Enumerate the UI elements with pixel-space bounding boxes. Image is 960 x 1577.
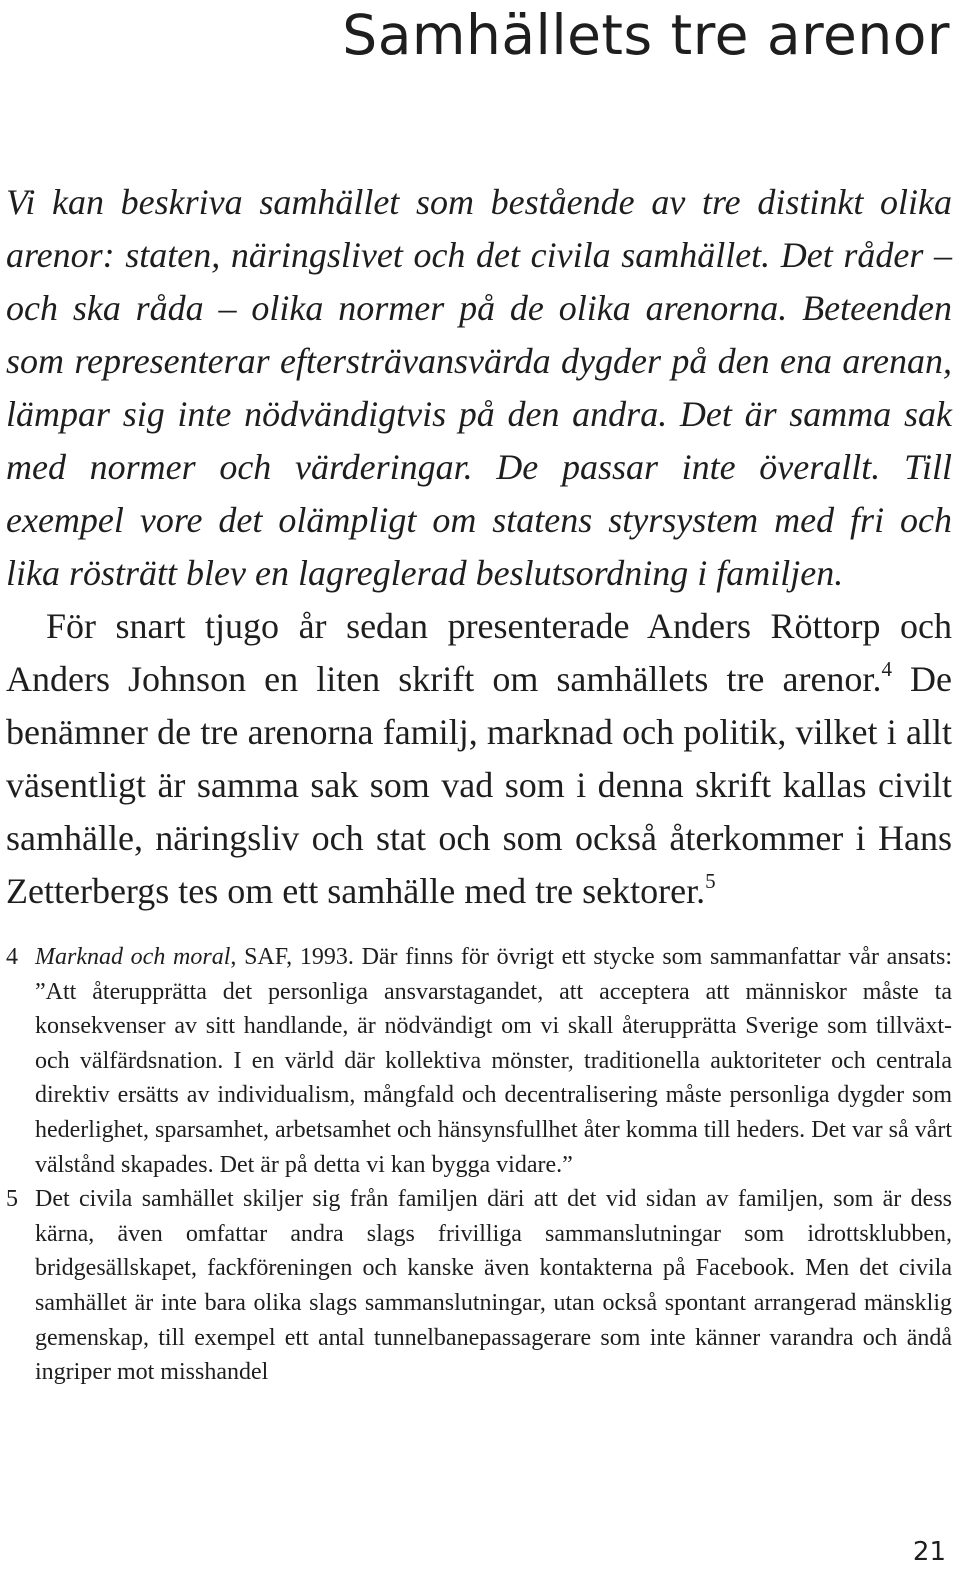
body-text-part-1: För snart tjugo år sedan presenterade Anders Röttorp och Anders Johnson en liten skrift om samhällets tre arenor. xyxy=(6,606,952,699)
body-text-part-2: De benämner de tre arenorna familj, marknad och politik, vilket i allt väsentligt är samma sak som vad som i denna skrift kallas civilt samhälle, näringsliv och stat och som också återkommer i Hans Zetterbergs tes om ett samhälle med tre sektorer. xyxy=(6,659,953,911)
footnote-reference-5: 5 xyxy=(705,869,716,893)
footnote-4 xyxy=(6,940,952,1182)
footnote-text: Det civila samhället skiljer sig från familjen däri att det vid sidan av familjen, som är dess kärna, även omfattar andra slags frivilliga sammanslutningar som idrottsklubben, bridgesällskapet, fackföreningen och kanske även kontakterna på Facebook. Men det civila samhället är inte bara olika slags sammanslutningar, utan också spontant arrangerad mänsklig gemenskap, till exempel ett antal tunnelbanepassagerare som inte känner varandra och ändå ingriper mot misshandel xyxy=(35,1186,952,1386)
page-number: 21 xyxy=(912,1537,946,1567)
footnote-number: 5 xyxy=(6,1186,18,1213)
chapter-title: Samhällets tre arenor xyxy=(342,3,950,67)
footnote-cited-title: Marknad och moral xyxy=(35,944,231,970)
footnotes xyxy=(6,940,952,1390)
footnote-5 xyxy=(6,1182,952,1390)
body-paragraph xyxy=(6,600,952,918)
intro-paragraph: Vi kan beskriva samhället som bestående av tre distinkt olika arenor: staten, näringslivet och det civila samhället. Det råder – och ska råda – olika normer på de olika arenorna. Beteenden som representerar eftersträvansvärda dygder på den ena arenan, lämpar sig inte nödvändigtvis på den andra. Det är samma sak med normer och värderingar. De passar inte överallt. Till exempel vore det olämpligt om statens styrsystem med fri och lika rösträtt blev en lagreglerad beslutsordning i familjen. xyxy=(6,182,952,593)
footnote-reference-4: 4 xyxy=(881,657,892,681)
footnote-number: 4 xyxy=(6,944,18,970)
footnote-text: , SAF, 1993. Där finns för övrigt ett stycke som sammanfattar vår ansats: ”Att återupprätta det personliga ansvarstagandet, att acceptera att människor måste ta konsekvenser av sitt handlande, är nödvändigt om vi skall återupprätta Sverige som tillväxt- och välfärdsnation. I en värld där kollektiva mönster, traditionella auktoriteter och centrala direktiv ersätts av individualism, mångfald och decentralisering måste personliga dygder som hederlighet, sparsamhet, arbetsamhet och hänsynsfullhet åter komma till heders. Det var så vårt välstånd skapades. Det är på detta vi kan bygga vidare.” xyxy=(35,944,952,1178)
